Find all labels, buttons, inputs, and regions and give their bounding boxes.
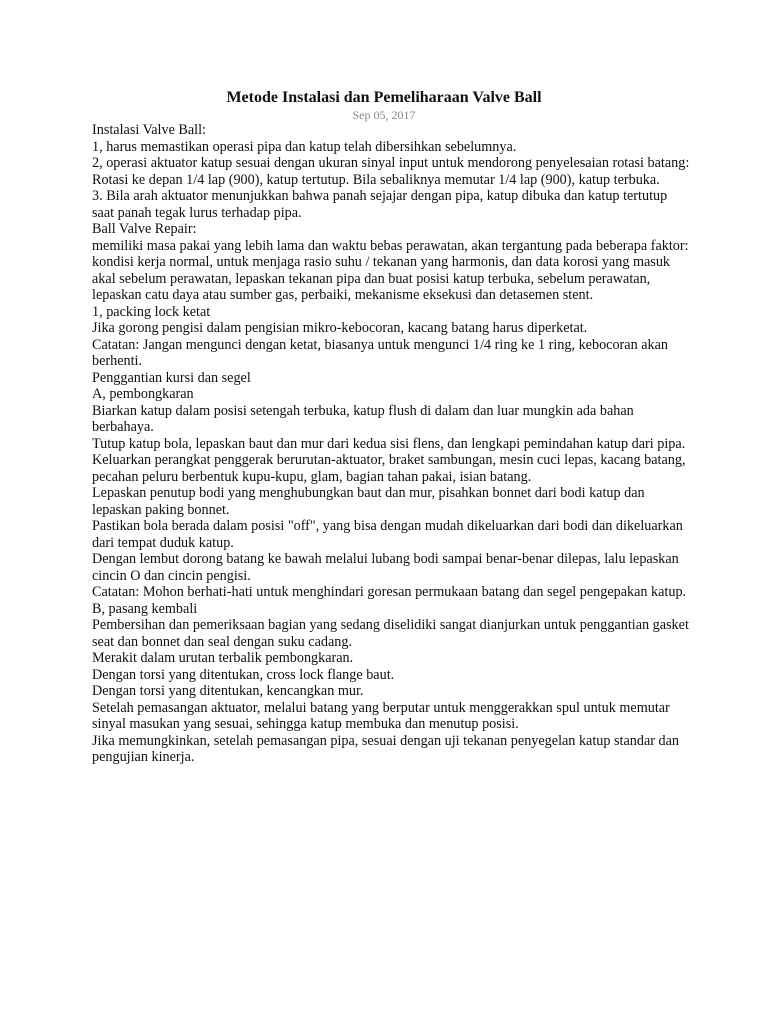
document-body (92, 122, 692, 766)
paragraph: Pastikan bola berada dalam posisi "off", yang bisa dengan mudah dikeluarkan dari bodi dan dikeluarkan dari tempat duduk katup. (92, 518, 683, 551)
paragraph: Keluarkan perangkat penggerak berurutan-aktuator, braket sambungan, mesin cuci lepas, kacang batang, pecahan peluru berbentuk kupu-kupu, glam, bagian tahan pakai, isian batang. (92, 452, 686, 485)
paragraph: Tutup katup bola, lepaskan baut dan mur dari kedua sisi flens, dan lengkapi pemindahan katup dari pipa. (92, 435, 686, 452)
paragraph: Catatan: Mohon berhati-hati untuk menghindari goresan permukaan batang dan segel pengepakan katup. (92, 584, 687, 600)
paragraph: Pembersihan dan pemeriksaan bagian yang sedang diselidiki sangat dianjurkan untuk penggantian gasket seat dan bonnet dan seal dengan suku cadang. (92, 617, 689, 650)
document-date: Sep 05, 2017 (352, 108, 416, 122)
paragraph: A, pembongkaran (92, 386, 194, 402)
paragraph: Penggantian kursi dan segel (92, 369, 251, 386)
paragraph: Ball Valve Repair: (92, 221, 197, 237)
paragraph: Dengan lembut dorong batang ke bawah melalui lubang bodi sampai benar-benar dilepas, lalu lepaskan cincin O dan cincin pengisi. (92, 551, 679, 584)
paragraph: Setelah pemasangan aktuator, melalui batang yang berputar untuk menggerakkan spul untuk memutar sinyal masukan yang sesuai, sehingga katup membuka dan menutup posisi. (92, 699, 670, 732)
paragraph: 2, operasi aktuator katup sesuai dengan ukuran sinyal input untuk mendorong penyelesaian rotasi batang: Rotasi ke depan 1/4 lap (900), katup tertutup. Bila sebaliknya memutar 1/4 lap (900), katup terbuka. (92, 155, 690, 188)
paragraph: 1, packing lock ketat (92, 303, 211, 320)
paragraph: B, pasang kembali (92, 600, 198, 617)
paragraph: Lepaskan penutup bodi yang menghubungkan baut dan mur, pisahkan bonnet dari bodi katup dan lepaskan paking bonnet. (92, 485, 645, 518)
paragraph: 3. Bila arah aktuator menunjukkan bahwa panah sejajar dengan pipa, katup dibuka dan katup tertutup saat panah tegak lurus terhadap pipa. (92, 188, 668, 221)
paragraph: Catatan: Jangan mengunci dengan ketat, biasanya untuk mengunci 1/4 ring ke 1 ring, kebocoran akan berhenti. (92, 336, 668, 369)
paragraph: Instalasi Valve Ball: (92, 122, 207, 138)
paragraph: Dengan torsi yang ditentukan, kencangkan mur. (92, 683, 364, 699)
paragraph: 1, harus memastikan operasi pipa dan katup telah dibersihkan sebelumnya. (92, 138, 517, 155)
paragraph: memiliki masa pakai yang lebih lama dan waktu bebas perawatan, akan tergantung pada beberapa faktor: kondisi kerja normal, untuk menjaga rasio suhu / tekanan yang harmonis, dan data korosi yang masuk akal sebelum perawatan, lepaskan tekanan pipa dan buat posisi katup terbuka, sebelum perawatan, lepaskan catu daya atau sumber gas, perbaiki, mekanisme eksekusi dan detasemen stent. (92, 237, 689, 303)
paragraph: Merakit dalam urutan terbalik pembongkaran. (92, 650, 354, 666)
paragraph: Jika memungkinkan, setelah pemasangan pipa, sesuai dengan uji tekanan penyegelan katup standar dan pengujian kinerja. (92, 732, 680, 765)
paragraph: Biarkan katup dalam posisi setengah terbuka, katup flush di dalam dan luar mungkin ada bahan berbahaya. (92, 402, 634, 435)
document-title: Metode Instalasi dan Pemeliharaan Valve Ball (226, 89, 542, 106)
paragraph: Dengan torsi yang ditentukan, cross lock flange baut. (92, 666, 395, 683)
paragraph: Jika gorong pengisi dalam pengisian mikro-kebocoran, kacang batang harus diperketat. (92, 320, 588, 336)
